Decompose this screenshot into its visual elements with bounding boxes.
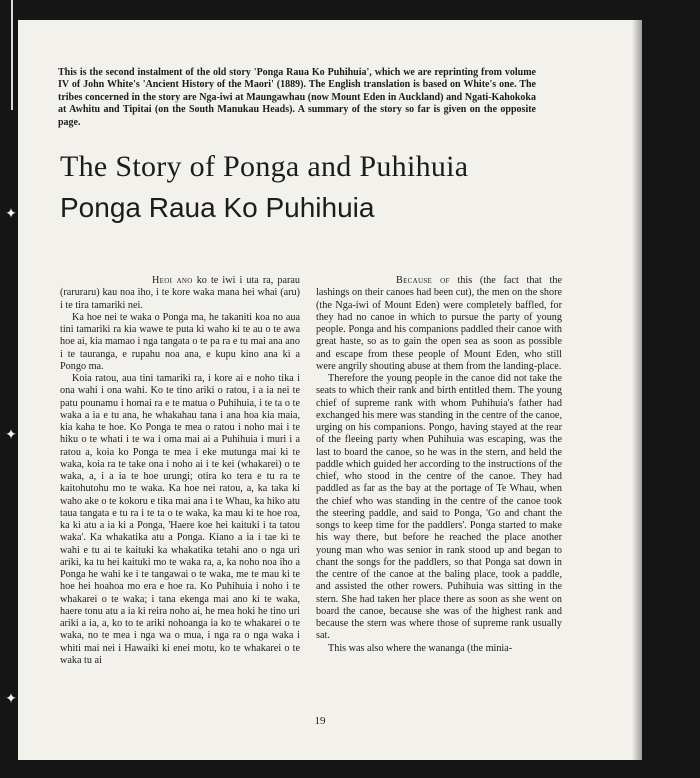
english-paragraph-1 <box>316 275 562 373</box>
english-paragraph-1-text: this (the fact that the lashings on their canoes had been cut), the men on the shore (the Nga-iwi of Mount Eden) were completely baffled, for they had no canoe in which to pursue the party of young people. Ponga and his companions paddled their canoe with great haste, so as to gain the open sea as soon as possible and escape from these people of Mount Eden, who still were angrily shouting abuse at them from the landing-place. <box>316 275 563 372</box>
maori-paragraph-3: Koia ratou, aua tini tamariki ra, i kore ai e noho tika i ona wahi i ona wahi. Ko te tino ariki o ratou, i a ia nei te patu pounamu i homai ra e te matua o Puhihuia, i te ta o te waka a ia e tu ana, he whakahau tana i ana hoa kia maia, kia kaha te hoe. Ko Ponga te mea o ratou i noho mai i te hiku o te whati i te wa i oma mai ai a Puhihuia i muri i a ratou a, koia ko Ponga te mea i eke mutunga mai ki te waka, koia ra te take ona i noho ai i te kei (whakarei) o te waka, a, i a ia te hoe urungi; otira ko tera e tu ra te kaitohutohu mo te waka. Ka hoe nei ratou, a, ka taka ki waho ake o te kokoru e tika mai ana i te Whau, ka hiko atu taua tangata e tu ra i te ta o te waka, ka mau ki te hoe roa, ka ki atu a ia ki a Ponga, 'Haere koe hei kaituki i ta tatou waka'. Ka whakatika atu a Ponga. Kiano a ia i tae ki te wahi e tu ai te kaituki ka whakatika tetahi ano o nga uri ariki, ka tu hei kaituki mo te waka ra, a, ka noho noa iho a Ponga he wahi ke i te tangawai o te waka, me te mau ki te hoe hei hoahoa mo era e hoe ra. Ko Puhihuia i noho i te whakarei o te waka; i tana ekenga mai ano ki te waka, haere tonu atu a ia ki reira noho ai, he mea hoki he tino uri ariki a ia, a, ko to te ariki nohoanga ia ko te whakarei o te waka, no te mea i nga wa o mua, i nga ra o nga waka i whiti mai nei i Hawaiki ki enei motu, ko te whakarei o te waka tu ai <box>60 373 300 666</box>
english-lead-words: Because of <box>396 275 450 286</box>
document-page <box>18 20 642 760</box>
binding-mark-icon: ✦ <box>5 206 17 222</box>
maori-paragraph-1-text: ko te iwi i uta ra, parau (raruraru) kau noa iho, i te kore waka mana hei whai (aru) i te tira tamariki nei. <box>60 275 300 311</box>
page-title: The Story of Ponga and Puhihuia <box>60 150 469 183</box>
maori-paragraph-1 <box>60 275 300 312</box>
maori-text-column <box>60 275 300 667</box>
page-number: 19 <box>314 715 326 727</box>
maori-paragraph-2: Ka hoe nei te waka o Ponga ma, he takaniti koa no aua tini tamariki ra kia wawe te puta ki waho ki te au o te awa hoe ai, kia mamao i nga tangata o te pa ra e tu mai ana ano i te tauranga, e rupahu noa ana, e kupu kino ana ki a Pongo ma. <box>60 311 300 372</box>
binding-mark-icon: ✦ <box>5 691 17 707</box>
maori-lead-words: Heoi ano <box>152 275 193 286</box>
english-paragraph-2: Therefore the young people in the canoe did not take the seats to which their rank and birth entitled them. The young chief of supreme rank with whom Puhihuia's father had exchanged his mere was standing in the centre of the canoe, urging on his companions. Pongo, having stayed at the rear of the fleeing party when Puhihuia was escaping, was the last to board the canoe, so he was in the stern, and held the paddle which guided her according to the instructions of the chief, who stood in the centre of the canoe. They had paddled as far as the bay at the portage of Te Whau, when the chief who was standing in the centre of the canoe took the steering paddle, and said to Ponga, 'Go and chant the songs to keep time for the paddlers'. Ponga started to make his way there, but before he reached the place another young man who was senior in rank stood up and began to chant the songs for the paddlers, so that Ponga sat down in the centre of the canoe at the baling place, took a paddle, and assisted the other rowers. Puhihuia was sitting in the stern. She had taken her place there as soon as she went on board the canoe, because she was of the highest rank and because the stern was where those of supreme rank usually sat. <box>316 373 562 642</box>
page-edge-shadow <box>632 20 642 760</box>
binding-edge <box>11 0 13 110</box>
english-paragraph-3: This was also where the wananga (the minia- <box>328 642 513 654</box>
binding-mark-icon: ✦ <box>5 427 17 443</box>
page-subtitle: Ponga Raua Ko Puhihuia <box>60 192 375 223</box>
english-text-column <box>316 275 562 655</box>
intro-paragraph: This is the second instalment of the old story 'Ponga Raua Ko Puhihuia', which we are reprinting from volume IV of John White's 'Ancient History of the Maori' (1889). The English translation is based on White's one. The tribes concerned in the story are Nga-iwi at Maungawhau (now Mount Eden in Auckland) and Ngati-Kahokoka at Awhitu and Tipitai (on the South Manukau Heads). A summary of the story so far is given on the opposite page. <box>58 67 536 128</box>
